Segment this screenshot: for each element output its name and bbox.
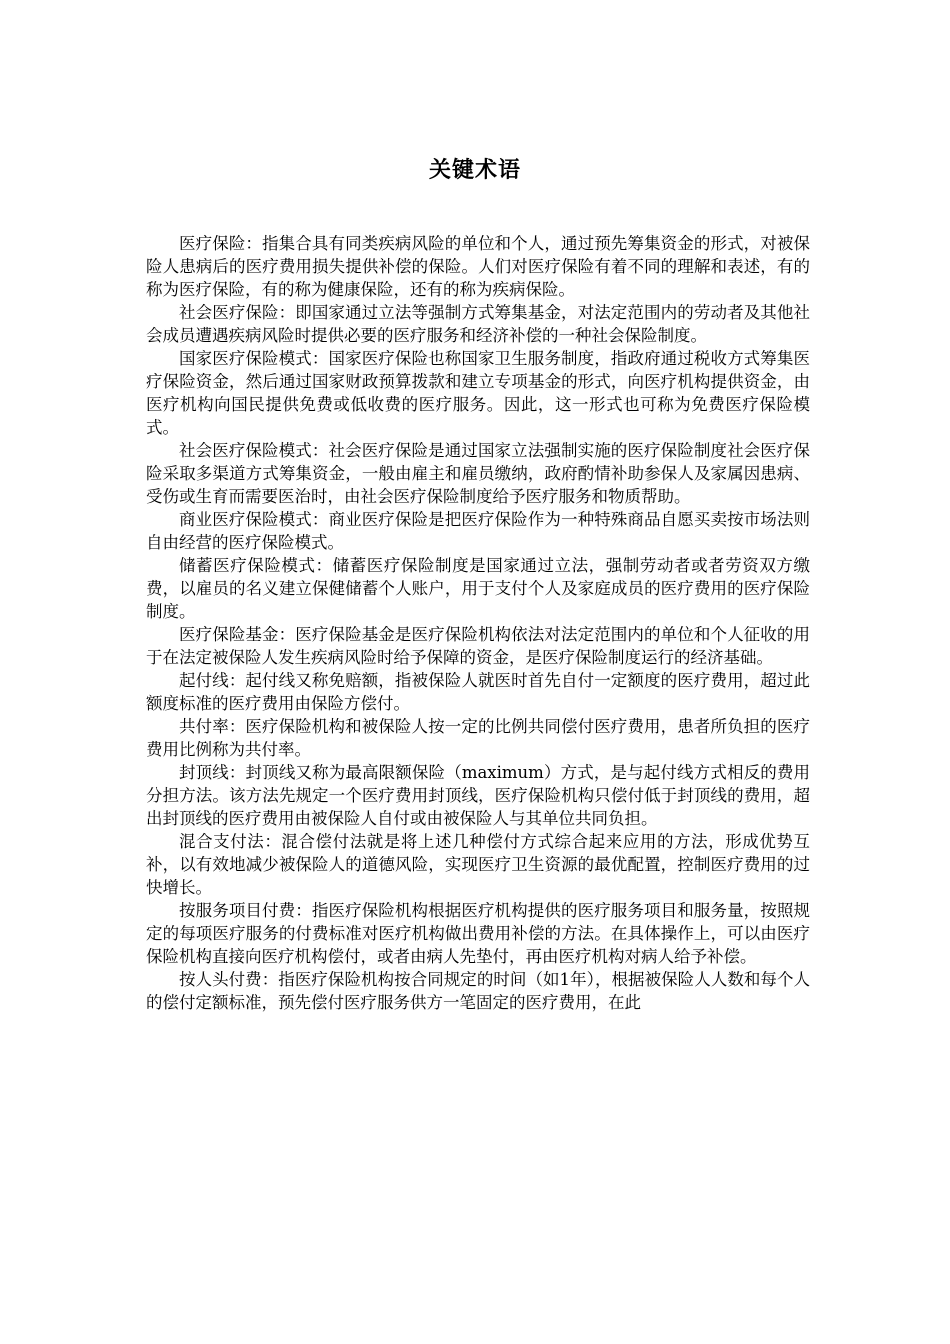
term-paragraph-savings-model: 储蓄医疗保险模式：储蓄医疗保险制度是国家通过立法，强制劳动者或者劳资双方缴费，以雇员的名义建立保健储蓄个人账户，用于支付个人及家庭成员的医疗费用的医疗保险制度。 — [146, 556, 810, 621]
term-paragraph-social-medical-insurance: 社会医疗保险：即国家通过立法等强制方式筹集基金，对法定范围内的劳动者及其他社会成员遭遇疾病风险时提供必要的医疗服务和经济补偿的一种社会保险制度。 — [146, 303, 810, 345]
term-paragraph-fee-for-service: 按服务项目付费：指医疗保险机构根据医疗机构提供的医疗服务项目和服务量，按照规定的每项医疗服务的付费标准对医疗机构做出费用补偿的方法。在具体操作上，可以由医疗保险机构直接向医疗机构偿付，或者由病人先垫付，再由医疗机构对病人给予补偿。 — [146, 901, 810, 966]
term-paragraph-commercial-model: 商业医疗保险模式：商业医疗保险是把医疗保险作为一种特殊商品自愿买卖按市场法则自由经营的医疗保险模式。 — [146, 510, 810, 552]
page-title: 关键术语 — [428, 157, 521, 183]
term-paragraph-national-model: 国家医疗保险模式：国家医疗保险也称国家卫生服务制度，指政府通过税收方式筹集医疗保险资金，然后通过国家财政预算拨款和建立专项基金的形式，向医疗机构提供资金，由医疗机构向国民提供免费或低收费的医疗服务。因此，这一形式也可称为免费医疗保险模式。 — [146, 349, 810, 437]
term-paragraph-cap: 封顶线：封顶线又称为最高限额保险（maximum）方式，是与起付线方式相反的费用分担方法。该方法先规定一个医疗费用封顶线，医疗保险机构只偿付低于封顶线的费用，超出封顶线的医疗费用由被保险人自付或由被保险人与其单位共同负担。 — [146, 763, 810, 828]
term-paragraph-coinsurance: 共付率：医疗保险机构和被保险人按一定的比例共同偿付医疗费用，患者所负担的医疗费用比例称为共付率。 — [146, 717, 810, 759]
term-paragraph-mixed-payment: 混合支付法：混合偿付法就是将上述几种偿付方式综合起来应用的方法，形成优势互补，以有效地减少被保险人的道德风险，实现医疗卫生资源的最优配置，控制医疗费用的过快增长。 — [146, 832, 810, 897]
term-paragraph-capitation: 按人头付费：指医疗保险机构按合同规定的时间（如1年），根据被保险人人数和每个人的偿付定额标准，预先偿付医疗服务供方一笔固定的医疗费用，在此 — [146, 970, 810, 1012]
term-paragraph-medical-insurance: 医疗保险：指集合具有同类疾病风险的单位和个人，通过预先筹集资金的形式，对被保险人患病后的医疗费用损失提供补偿的保险。人们对医疗保险有着不同的理解和表述，有的称为医疗保险，有的称为健康保险，还有的称为疾病保险。 — [146, 234, 810, 299]
term-paragraph-insurance-fund: 医疗保险基金：医疗保险基金是医疗保险机构依法对法定范围内的单位和个人征收的用于在法定被保险人发生疾病风险时给予保障的资金，是医疗保险制度运行的经济基础。 — [146, 625, 810, 667]
term-paragraph-social-model: 社会医疗保险模式：社会医疗保险是通过国家立法强制实施的医疗保险制度社会医疗保险采取多渠道方式筹集资金，一般由雇主和雇员缴纳，政府酌情补助参保人及家属因患病、受伤或生育而需要医治时，由社会医疗保险制度给予医疗服务和物质帮助。 — [146, 441, 810, 506]
document-body — [146, 232, 810, 1014]
term-paragraph-deductible: 起付线：起付线又称免赔额，指被保险人就医时首先自付一定额度的医疗费用，超过此额度标准的医疗费用由保险方偿付。 — [146, 671, 810, 713]
